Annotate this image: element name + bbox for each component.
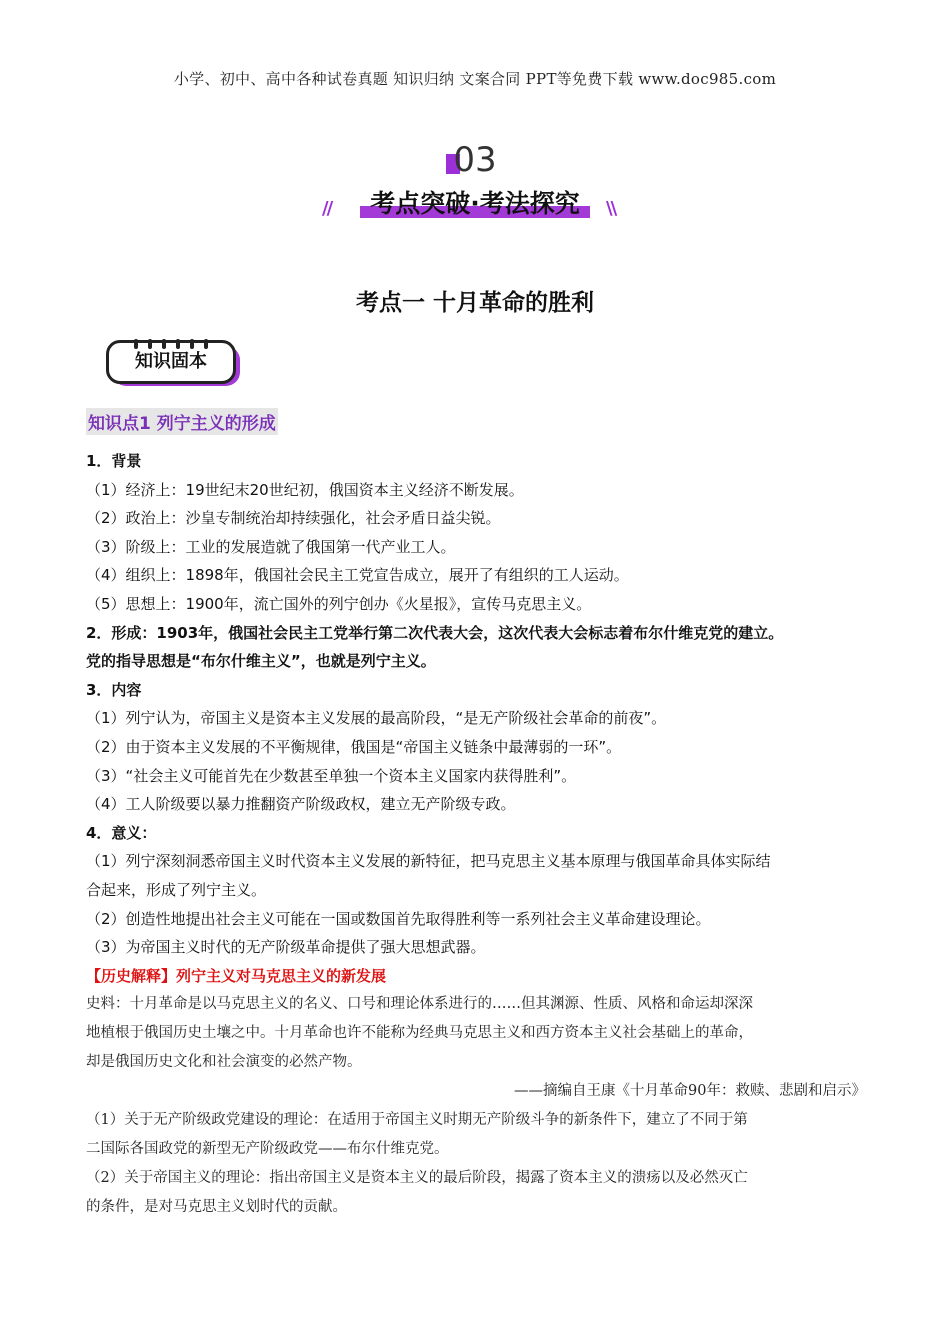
significance-item: （3）为帝国主义时代的无产阶级革命提供了强大思想武器。	[86, 938, 486, 957]
significance-item: （2）创造性地提出社会主义可能在一国或数国首先取得胜利等一系列社会主义革命建设理论。	[86, 909, 711, 928]
content-item: （1）列宁认为，帝国主义是资本主义发展的最高阶段，“是无产阶级社会革命的前夜”。	[86, 709, 667, 728]
main-content	[86, 408, 866, 1222]
knowledge-point-title: 知识点1 列宁主义的形成	[86, 408, 278, 435]
background-item: （5）思想上：1900年，流亡国外的列宁创办《火星报》，宣传马克思主义。	[86, 594, 592, 613]
content-item: （4）工人阶级要以暴力推翻资产阶级政权，建立无产阶级专政。	[86, 795, 516, 814]
significance-item: 合起来，形成了列宁主义。	[86, 880, 267, 899]
background-item: （3）阶级上：工业的发展造就了俄国第一代产业工人。	[86, 537, 456, 556]
significance-item: （1）列宁深刻洞悉帝国主义时代资本主义发展的新特征，把马克思主义基本原理与俄国革命具体实际结	[86, 852, 771, 871]
content-item: （2）由于资本主义发展的不平衡规律，俄国是“帝国主义链条中最薄弱的一环”。	[86, 737, 622, 756]
page-header: 小学、初中、高中各种试卷真题 知识归纳 文案合同 PPT等免费下载 www.doc985.com	[173, 70, 777, 88]
background-item: （2）政治上：沙皇专制统治却持续强化，社会矛盾日益尖锐。	[86, 509, 501, 528]
notebook-rings-icon	[134, 334, 218, 353]
material-source: ——摘编自王康《十月革命90年：救赎、悲剧和启示》	[514, 1082, 866, 1099]
knowledge-badge	[106, 340, 244, 388]
chapter-number: 03	[453, 140, 497, 180]
history-explanation-title: 【历史解释】列宁主义对马克思主义的新发展	[86, 966, 387, 985]
slash-decoration-right: \\	[606, 198, 616, 219]
background-item: （1）经济上：19世纪末20世纪初，俄国资本主义经济不断发展。	[86, 480, 524, 499]
explanation-point: （2）关于帝国主义的理论：指出帝国主义是资本主义的最后阶段，揭露了资本主义的溃疡以及必然灭亡	[86, 1169, 748, 1186]
explanation-point: 二国际各国政党的新型无产阶级政党——布尔什维克党。	[86, 1140, 449, 1157]
badge-label: 知识固本	[106, 340, 236, 384]
chapter-banner	[0, 140, 950, 230]
formation-line: 2．形成：1903年，俄国社会民主工党举行第二次代表大会，这次代表大会标志着布尔什维克党的建立。	[86, 623, 784, 642]
material-line: 却是俄国历史文化和社会演变的必然产物。	[86, 1053, 362, 1070]
background-heading: 1．背景	[86, 452, 142, 470]
explanation-point: （1）关于无产阶级政党建设的理论：在适用于帝国主义时期无产阶级斗争的新条件下，建立了不同于第	[86, 1111, 748, 1128]
background-item: （4）组织上：1898年，俄国社会民主工党宣告成立，展开了有组织的工人运动。	[86, 566, 629, 585]
section-title: 考点一 十月革命的胜利	[355, 290, 594, 316]
content-item: （3）“社会主义可能首先在少数甚至单独一个资本主义国家内获得胜利”。	[86, 766, 577, 785]
material-line: 地植根于俄国历史土壤之中。十月革命也许不能称为经典马克思主义和西方资本主义社会基础上的革命，	[86, 1024, 753, 1041]
formation-line: 党的指导思想是“布尔什维主义”，也就是列宁主义。	[86, 652, 436, 671]
significance-heading: 4．意义：	[86, 823, 157, 842]
chapter-title	[366, 184, 584, 220]
material-line: 史料：十月革命是以马克思主义的名义、口号和理论体系进行的……但其渊源、性质、风格和命运却深深	[86, 995, 753, 1012]
slash-decoration-left: //	[322, 198, 332, 219]
explanation-point: 的条件，是对马克思主义划时代的贡献。	[86, 1198, 347, 1215]
content-heading: 3．内容	[86, 680, 142, 699]
chapter-title-text: 考点突破·考法探究	[370, 189, 580, 218]
